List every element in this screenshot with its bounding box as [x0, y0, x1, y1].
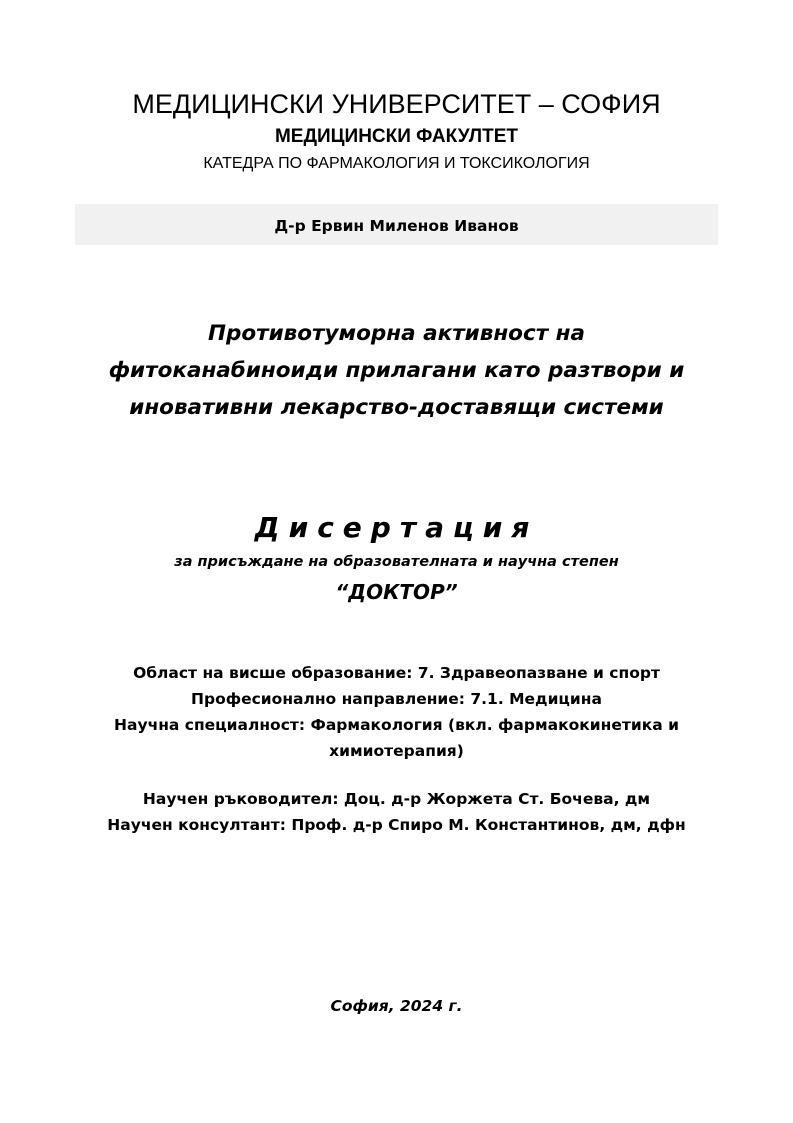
specialty-line-2: химиотерапия)	[329, 742, 464, 760]
place-and-date: София, 2024 г.	[330, 997, 463, 1015]
study-details	[0, 660, 793, 764]
supervision-details	[0, 786, 793, 838]
university-name: МЕДИЦИНСКИ УНИВЕРСИТЕТ – СОФИЯ	[132, 89, 661, 119]
title-line-1: Противотуморна активност на	[207, 321, 586, 346]
dissertation-label: Дисертация	[254, 511, 539, 544]
author-name: Д-р Ервин Миленов Иванов	[274, 217, 519, 235]
education-field: Област на висше образование: 7. Здравеопазване и спорт	[133, 664, 660, 682]
title-line-3: иновативни лекарство-доставящи системи	[129, 395, 664, 420]
degree-purpose: за присъждане на образователната и научна степен	[174, 554, 619, 570]
scientific-consultant: Научен консултант: Проф. д-р Спиро М. Константинов, дм, дфн	[107, 816, 686, 834]
dissertation-title	[0, 315, 793, 426]
degree-name: “ДОКТОР”	[335, 580, 458, 604]
department-name: КАТЕДРА ПО ФАРМАКОЛОГИЯ И ТОКСИКОЛОГИЯ	[203, 155, 590, 172]
faculty-name: МЕДИЦИНСКИ ФАКУЛТЕТ	[274, 126, 519, 147]
professional-direction: Професионално направление: 7.1. Медицина	[191, 690, 602, 708]
author-band	[75, 204, 718, 245]
scientific-supervisor: Научен ръководител: Доц. д-р Жоржета Ст. Бочева, дм	[142, 790, 651, 808]
title-line-2: фитоканабиноиди прилагани като разтвори и	[108, 358, 685, 383]
specialty-line-1: Научна специалност: Фармакология (вкл. фармакокинетика и	[114, 716, 679, 734]
